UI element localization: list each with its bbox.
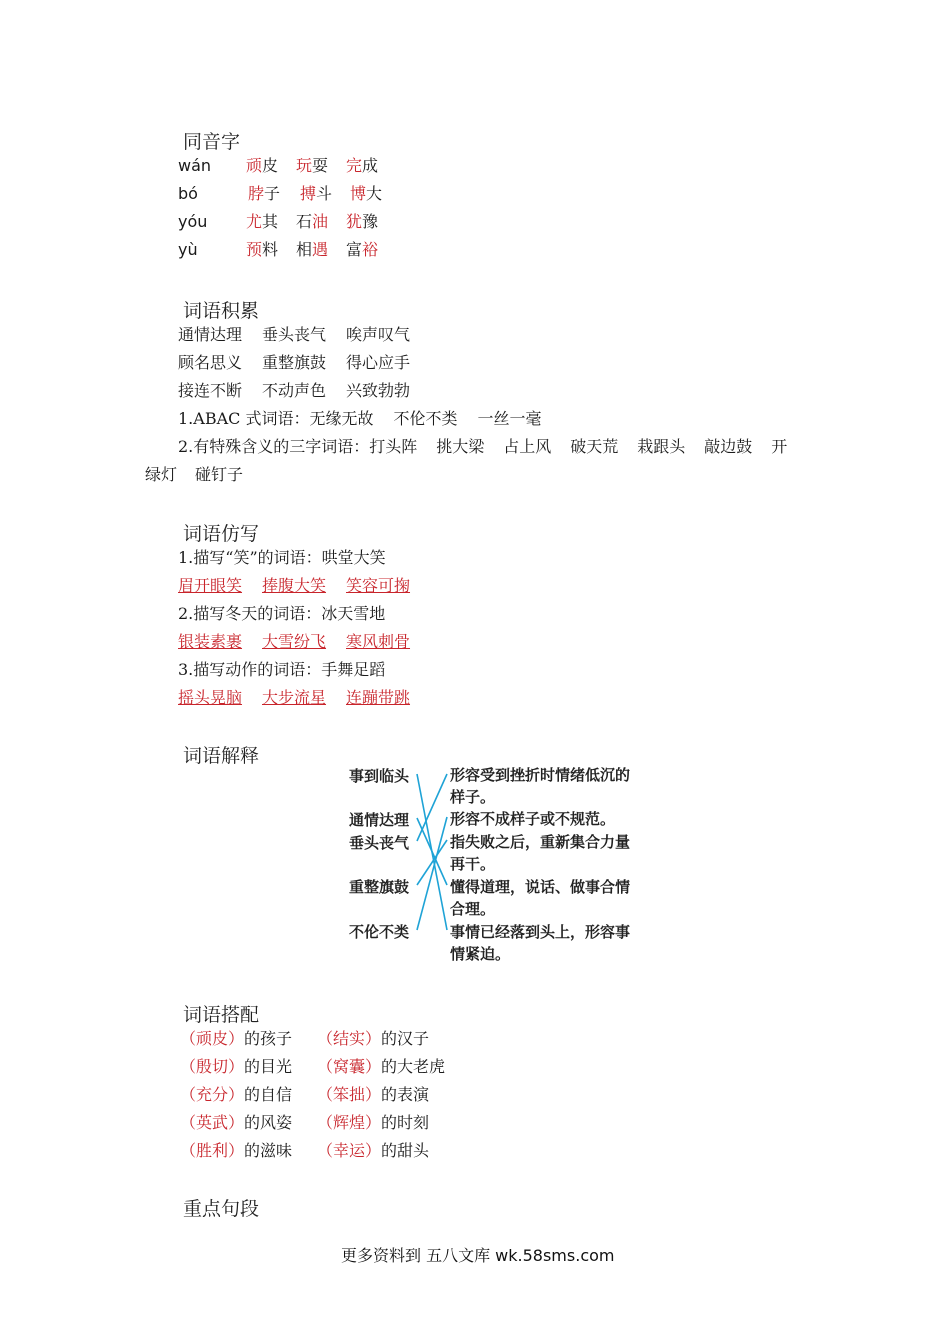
homophone-char: 脖 bbox=[248, 184, 265, 203]
match-left-item: 通情达理 bbox=[349, 811, 410, 829]
word-rest: 其 bbox=[262, 212, 279, 231]
word-rest: 石 bbox=[296, 212, 313, 231]
collocation-row: （胜利）的滋味 （幸运）的甜头 bbox=[180, 1141, 430, 1160]
match-left-item: 重整旗鼓 bbox=[349, 878, 410, 896]
answer-word: 银装素裹 bbox=[178, 632, 243, 651]
word: 唉声叹气 bbox=[346, 325, 411, 344]
match-right-item: 事情已经落到头上，形容事情紧迫。 bbox=[450, 923, 631, 963]
collocation-tail: 的时刻 bbox=[381, 1113, 430, 1132]
word: 破天荒 bbox=[570, 437, 619, 456]
word-rest: 料 bbox=[262, 240, 279, 259]
fill-answer: 殷切 bbox=[196, 1057, 229, 1076]
word: 无缘无故 bbox=[309, 409, 374, 428]
word: 接连不断 bbox=[178, 381, 243, 400]
homophone-char: 顽 bbox=[246, 156, 263, 175]
fill-answer: 充分 bbox=[196, 1085, 229, 1104]
collocation-row: （殷切）的目光 （窝囊）的大老虎 bbox=[180, 1057, 446, 1076]
word: 敲边鼓 bbox=[704, 437, 753, 456]
section-title-explanation: 词语解释 bbox=[183, 745, 260, 767]
match-right-item: 懂得道理，说话、做事合情合理。 bbox=[450, 878, 631, 918]
imitation-prompt: 1.描写“笑”的词语：哄堂大笑 bbox=[178, 548, 386, 567]
word-rest: 子 bbox=[264, 184, 281, 203]
section-title-accumulation: 词语积累 bbox=[183, 300, 260, 322]
match-right-item: 形容不成样子或不规范。 bbox=[450, 810, 616, 828]
match-right-item: 形容受到挫折时情绪低沉的样子。 bbox=[450, 766, 631, 806]
collocation-row: （顽皮）的孩子 （结实）的汉子 bbox=[180, 1029, 430, 1048]
imitation-prompt: 2.描写冬天的词语：冰天雪地 bbox=[178, 604, 386, 623]
collocation-tail: 的甜头 bbox=[381, 1141, 430, 1160]
collocation-row: （充分）的自信 （笨拙）的表演 bbox=[180, 1085, 430, 1104]
fill-answer: 笨拙 bbox=[333, 1085, 366, 1104]
collocation-tail: 的大老虎 bbox=[381, 1057, 446, 1076]
word: 重整旗鼓 bbox=[262, 353, 327, 372]
collocation-tail: 的自信 bbox=[244, 1085, 293, 1104]
three-char-label: 2.有特殊含义的三字词语： bbox=[178, 437, 370, 456]
fill-answer: 胜利 bbox=[196, 1141, 229, 1160]
homophone-char: 裕 bbox=[362, 240, 379, 259]
word-rest: 大 bbox=[366, 184, 383, 203]
section-title-imitation: 词语仿写 bbox=[183, 523, 260, 545]
word: 兴致勃勃 bbox=[346, 381, 411, 400]
answer-word: 大雪纷飞 bbox=[262, 632, 327, 651]
pinyin: bó bbox=[178, 184, 198, 203]
word: 得心应手 bbox=[346, 353, 411, 372]
match-left-item: 垂头丧气 bbox=[349, 834, 410, 852]
word-rest: 成 bbox=[362, 156, 379, 175]
homophone-char: 搏 bbox=[300, 184, 317, 203]
fill-answer: 结实 bbox=[333, 1029, 366, 1048]
homophone-char: 博 bbox=[350, 184, 367, 203]
match-left-item: 不伦不类 bbox=[349, 923, 410, 941]
answer-word: 寒风刺骨 bbox=[346, 632, 411, 651]
section-title-key-sentences: 重点句段 bbox=[183, 1198, 260, 1220]
word: 打头阵 bbox=[369, 437, 418, 456]
answer-word: 眉开眼笑 bbox=[178, 576, 243, 595]
imitation-prompt: 3.描写动作的词语：手舞足蹈 bbox=[178, 660, 386, 679]
homophone-char: 预 bbox=[246, 240, 263, 259]
word-rest: 皮 bbox=[262, 156, 279, 175]
word-rest: 富 bbox=[346, 240, 363, 259]
word: 栽跟头 bbox=[637, 437, 686, 456]
homophone-char: 油 bbox=[312, 212, 329, 231]
match-line bbox=[417, 840, 447, 885]
fill-answer: 顽皮 bbox=[196, 1029, 229, 1048]
section-title-collocation: 词语搭配 bbox=[183, 1004, 260, 1026]
pinyin: yóu bbox=[178, 212, 208, 231]
fill-answer: 英武 bbox=[196, 1113, 229, 1132]
homophone-char: 玩 bbox=[296, 156, 313, 175]
word: 不动声色 bbox=[262, 381, 327, 400]
answer-word: 笑容可掬 bbox=[346, 576, 411, 595]
pinyin: yù bbox=[178, 240, 198, 259]
homophone-char: 犹 bbox=[346, 212, 363, 231]
collocation-tail: 的滋味 bbox=[244, 1141, 293, 1160]
pinyin: wán bbox=[178, 156, 212, 175]
word: 通情达理 bbox=[178, 325, 243, 344]
abac-label: 1.ABAC 式词语： bbox=[178, 409, 310, 428]
word-rest: 豫 bbox=[362, 212, 379, 231]
collocation-tail: 的表演 bbox=[381, 1085, 430, 1104]
word: 占上风 bbox=[503, 437, 552, 456]
fill-answer: 辉煌 bbox=[333, 1113, 366, 1132]
word: 挑大梁 bbox=[436, 437, 485, 456]
match-left-item: 事到临头 bbox=[349, 767, 410, 785]
word: 垂头丧气 bbox=[262, 325, 327, 344]
word: 不伦不类 bbox=[393, 409, 458, 428]
answer-word: 捧腹大笑 bbox=[262, 576, 327, 595]
word: 绿灯 bbox=[145, 465, 178, 484]
fill-answer: 幸运 bbox=[333, 1141, 366, 1160]
collocation-tail: 的目光 bbox=[244, 1057, 293, 1076]
word-rest: 耍 bbox=[312, 156, 329, 175]
word-rest: 相 bbox=[296, 240, 313, 259]
word: 碰钉子 bbox=[195, 465, 244, 484]
homophone-char: 完 bbox=[346, 156, 363, 175]
collocation-tail: 的汉子 bbox=[381, 1029, 430, 1048]
answer-word: 摇头晃脑 bbox=[178, 688, 243, 707]
footer-link[interactable]: 更多资料到 五八文库 wk.58sms.com bbox=[341, 1246, 615, 1265]
word: 开 bbox=[771, 437, 788, 456]
answer-word: 连蹦带跳 bbox=[346, 688, 411, 707]
word: 一丝一毫 bbox=[477, 409, 542, 428]
fill-answer: 窝囊 bbox=[333, 1057, 366, 1076]
answer-word: 大步流星 bbox=[262, 688, 327, 707]
match-right-item: 指失败之后，重新集合力量再干。 bbox=[450, 833, 631, 873]
collocation-tail: 的风姿 bbox=[244, 1113, 293, 1132]
collocation-row: （英武）的风姿 （辉煌）的时刻 bbox=[180, 1113, 430, 1132]
collocation-tail: 的孩子 bbox=[244, 1029, 293, 1048]
section-title-homophones: 同音字 bbox=[183, 131, 241, 153]
word-rest: 斗 bbox=[316, 184, 333, 203]
word: 顾名思义 bbox=[178, 353, 243, 372]
homophone-char: 遇 bbox=[312, 240, 329, 259]
homophone-char: 尤 bbox=[246, 212, 263, 231]
